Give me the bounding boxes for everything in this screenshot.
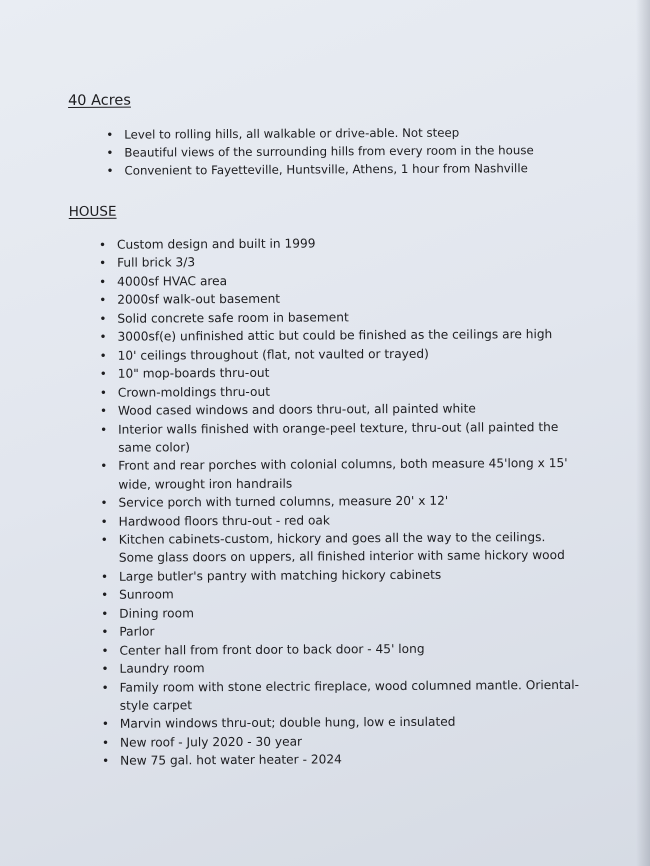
house-list-item — [101, 731, 580, 752]
list-item-text: Front and rear porches with colonial columns, both measure 45'long x 15' wide, wrought iron handrails — [118, 456, 568, 492]
house-list-item — [101, 602, 579, 623]
acres-list-item — [106, 159, 588, 180]
bullet-icon: • — [98, 237, 107, 252]
list-item-text: Family room with stone electric fireplace, wood columned mantle. Oriental-style carpet — [119, 677, 580, 713]
house-list-item — [99, 288, 577, 309]
list-item-text: 10" mop-boards thru-out — [117, 365, 270, 381]
list-item-text: Kitchen cabinets-custom, hickory and goes all the way to the ceilings. Some glass doors on uppers, all finished interior with same hickory wood — [118, 530, 565, 565]
bullet-icon: • — [99, 348, 107, 363]
bullet-icon: • — [99, 311, 107, 326]
house-list-item — [100, 418, 578, 457]
list-item-text: Service porch with turned columns, measure 20' x 12' — [118, 493, 449, 510]
house-list-item — [99, 399, 578, 420]
bullet-icon: • — [102, 754, 110, 769]
list-item-text: Wood cased windows and doors thru-out, all painted white — [117, 401, 476, 418]
house-list-item — [99, 270, 577, 291]
list-item-text: Marvin windows thru-out; double hung, low e insulated — [119, 715, 456, 732]
bullet-icon: • — [100, 495, 108, 510]
house-list-item — [99, 307, 577, 328]
house-list-item — [100, 565, 579, 586]
list-item-text: Interior walls finished with orange-peel texture, thru-out (all painted the same color) — [118, 419, 559, 455]
house-list-item — [101, 712, 580, 733]
list-item-text: Dining room — [119, 605, 194, 621]
acres-list — [106, 123, 588, 180]
bullet-icon: • — [101, 735, 110, 750]
list-item-text: 10' ceilings throughout (flat, not vaulted or trayed) — [117, 346, 429, 363]
list-item-text: Level to rolling hills, all walkable or drive-able. Not steep — [124, 125, 460, 142]
list-item-text: Beautiful views of the surrounding hills from every room in the house — [124, 143, 534, 160]
house-list-item — [101, 620, 579, 641]
bullet-icon: • — [99, 329, 107, 344]
bullet-icon: • — [100, 459, 108, 474]
bullet-icon: • — [106, 164, 114, 179]
house-list-item — [101, 657, 579, 678]
list-item-text: 2000sf walk-out basement — [117, 291, 281, 307]
list-item-text: New 75 gal. hot water heater - 2024 — [120, 752, 342, 769]
bullet-icon: • — [101, 587, 109, 603]
bullet-icon: • — [100, 422, 108, 437]
bullet-icon: • — [99, 385, 107, 400]
house-list-item — [100, 528, 579, 567]
house-list-item — [99, 325, 577, 346]
bullet-icon: • — [101, 661, 109, 677]
list-item-text: Hardwood floors thru-out - red oak — [118, 512, 330, 529]
bullet-icon: • — [101, 606, 109, 621]
list-item-text: Crown-moldings thru-out — [117, 384, 271, 400]
house-list-item — [101, 639, 579, 660]
document-content — [68, 89, 592, 771]
bullet-icon: • — [99, 292, 107, 307]
acres-heading: 40 Acres — [68, 92, 131, 109]
house-list-item — [99, 344, 578, 365]
house-list-item — [100, 491, 578, 512]
list-item-text: Solid concrete safe room in basement — [117, 309, 349, 326]
list-item-text: Laundry room — [119, 661, 205, 676]
bullet-icon: • — [101, 643, 109, 658]
bullet-icon: • — [99, 274, 107, 289]
bullet-icon: • — [99, 403, 108, 418]
bullet-icon: • — [100, 569, 109, 584]
list-item-text: Custom design and built in 1999 — [116, 236, 316, 252]
bullet-icon: • — [101, 624, 109, 640]
list-item-text: Large butler's pantry with matching hickory cabinets — [118, 567, 442, 584]
list-item-text: 4000sf HVAC area — [117, 273, 228, 289]
bullet-icon: • — [99, 255, 107, 270]
house-list-item — [98, 233, 577, 254]
bullet-icon: • — [106, 127, 114, 142]
paper-edge-shadow — [636, 0, 650, 866]
list-item-text: Center hall from front door to back door - 45' long — [119, 641, 425, 658]
list-item-text: Convenient to Fayetteville, Huntsville, Athens, 1 hour from Nashville — [124, 161, 528, 179]
house-heading: HOUSE — [68, 203, 117, 220]
house-list-item — [99, 362, 578, 383]
bullet-icon: • — [101, 680, 109, 695]
list-item-text: Sunroom — [119, 587, 174, 602]
house-list-item — [102, 749, 580, 770]
house-list — [98, 233, 580, 771]
house-list-item — [99, 251, 577, 272]
list-item-text: New roof - July 2020 - 30 year — [119, 734, 303, 750]
list-item-text: 3000sf(e) unfinished attic but could be finished as the ceilings are high — [117, 327, 553, 344]
house-list-item — [101, 583, 579, 604]
bullet-icon: • — [99, 366, 107, 381]
house-list-item — [99, 381, 578, 402]
bullet-icon: • — [101, 717, 109, 732]
bullet-icon: • — [100, 514, 108, 529]
list-item-text: Parlor — [119, 624, 155, 639]
list-item-text: Full brick 3/3 — [117, 255, 196, 270]
bullet-icon: • — [100, 532, 108, 547]
bullet-icon: • — [106, 145, 114, 160]
house-list-item — [100, 509, 579, 530]
house-list-item — [100, 454, 578, 493]
house-list-item — [101, 676, 580, 715]
